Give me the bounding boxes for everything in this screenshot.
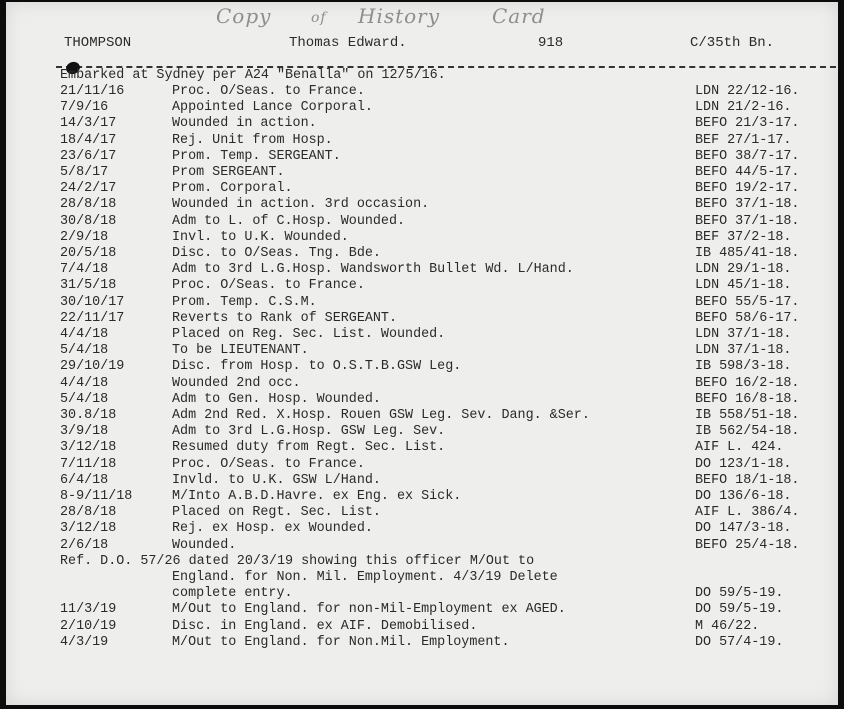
entry-date: 7/4/18 <box>60 262 109 278</box>
table-row <box>6 343 838 359</box>
entry-text: Placed on Reg. Sec. List. Wounded. <box>172 327 446 342</box>
entry-ref: BEF 37/2-18. <box>695 229 792 245</box>
table-row <box>6 133 838 149</box>
entry-ref: LDN 37/1-18. <box>695 327 792 342</box>
entry-text: Adm to 3rd L.G.Hosp. GSW Leg. Sev. <box>172 424 446 440</box>
table-row <box>6 246 838 262</box>
entry-text: Prom. Temp. C.S.M. <box>172 294 317 310</box>
entry-date: 3/9/18 <box>60 424 109 440</box>
entry-date: 30.8/18 <box>60 408 117 423</box>
entry-ref: AIF L. 386/4. <box>695 505 800 521</box>
entry-text: Placed on Regt. Sec. List. <box>172 505 381 521</box>
table-row <box>6 359 838 375</box>
annotation-of: of <box>311 10 327 26</box>
entry-ref: LDN 37/1-18. <box>695 343 792 359</box>
entry-ref: BEFO 38/7-17. <box>695 148 800 164</box>
entry-ref: DO 123/1-18. <box>695 456 792 472</box>
table-row <box>6 165 838 181</box>
table-row <box>6 278 838 294</box>
entry-ref: IB 562/54-18. <box>695 424 800 440</box>
entry-date: 30/8/18 <box>60 213 117 229</box>
entry-ref: IB 485/41-18. <box>695 246 800 261</box>
entry-text: Prom SERGEANT. <box>172 165 285 180</box>
given-names: Thomas Edward. <box>289 35 407 51</box>
note-text: complete entry. <box>172 586 293 602</box>
table-row <box>6 214 838 230</box>
entry-ref: BEF 27/1-17. <box>695 132 792 148</box>
annotation-card: Card <box>492 4 546 28</box>
unit: C/35th Bn. <box>690 35 775 51</box>
surname: THOMPSON <box>64 35 132 51</box>
table-row <box>6 311 838 327</box>
entry-text: Rej. ex Hosp. ex Wounded. <box>172 521 373 537</box>
entry-ref: AIF L. 424. <box>695 440 784 456</box>
entry-ref: M 46/22. <box>695 618 760 634</box>
annotation-copy: Copy <box>216 4 272 28</box>
entry-ref: BEFO 58/6-17. <box>695 310 800 326</box>
entry-ref: BEFO 16/2-18. <box>695 375 800 391</box>
entry-date: 2/6/18 <box>60 537 109 553</box>
entry-date: 20/5/18 <box>60 246 117 261</box>
service-number: 918 <box>538 35 564 51</box>
entry-ref: BEFO 37/1-18. <box>695 197 800 213</box>
entry-text: Rej. Unit from Hosp. <box>172 132 333 148</box>
note-text: Ref. D.O. 57/26 dated 20/3/19 showing this officer M/Out to <box>60 553 535 569</box>
entry-ref: DO 59/5-19. <box>695 602 784 618</box>
entry-date: 4/4/18 <box>60 327 109 342</box>
entry-text: To be LIEUTENANT. <box>172 343 309 359</box>
table-row <box>6 440 838 456</box>
entry-text: Proc. O/Seas. to France. <box>172 278 365 294</box>
entry-date: 23/6/17 <box>60 148 117 164</box>
entry-ref: DO 136/6-18. <box>695 489 792 504</box>
entry-text: Wounded in action. 3rd occasion. <box>172 197 430 213</box>
entry-date: 22/11/17 <box>60 310 125 326</box>
note-ref: DO 59/5-19. <box>695 586 784 602</box>
entry-date: 14/3/17 <box>60 116 117 132</box>
entry-date: 31/5/18 <box>60 278 117 294</box>
entry-date: 28/8/18 <box>60 505 117 521</box>
table-row <box>6 602 838 618</box>
entry-ref: BEFO 55/5-17. <box>695 294 800 310</box>
entry-text: Wounded 2nd occ. <box>172 375 301 391</box>
table-row <box>6 327 838 343</box>
entry-text: Adm 2nd Red. X.Hosp. Rouen GSW Leg. Sev. Dang. &Ser. <box>172 408 590 423</box>
table-row <box>6 505 838 521</box>
table-row <box>6 619 838 635</box>
entry-text: M/Out to England. for non-Mil-Employment ex AGED. <box>172 602 566 618</box>
entry-ref: BEFO 25/4-18. <box>695 537 800 553</box>
table-row <box>6 635 838 651</box>
entry-text: Invl. to U.K. Wounded. <box>172 229 349 245</box>
entry-text: Adm to 3rd L.G.Hosp. Wandsworth Bullet Wd. L/Hand. <box>172 262 574 278</box>
entry-text: Adm to Gen. Hosp. Wounded. <box>172 391 381 407</box>
table-row <box>6 230 838 246</box>
card-header <box>6 35 838 59</box>
entry-ref: LDN 22/12-16. <box>695 84 800 99</box>
history-card <box>6 2 838 705</box>
annotation-history: History <box>358 4 441 28</box>
table-row <box>6 392 838 408</box>
entry-text: Resumed duty from Regt. Sec. List. <box>172 440 446 456</box>
entry-date: 5/4/18 <box>60 391 109 407</box>
entry-ref: IB 598/3-18. <box>695 359 792 375</box>
table-row <box>6 457 838 473</box>
entry-date: 7/9/16 <box>60 100 109 116</box>
entry-date: 30/10/17 <box>60 294 125 310</box>
entry-text: Wounded in action. <box>172 116 317 132</box>
table-row <box>6 197 838 213</box>
entry-date: 18/4/17 <box>60 132 117 148</box>
entry-text: Proc. O/Seas. to France. <box>172 84 365 99</box>
handwritten-annotation <box>6 4 838 34</box>
table-row <box>6 181 838 197</box>
entry-ref: BEFO 37/1-18. <box>695 213 800 229</box>
entry-date: 8-9/11/18 <box>60 489 133 504</box>
table-row <box>6 262 838 278</box>
entry-date: 5/8/17 <box>60 165 109 180</box>
entry-date: 7/11/18 <box>60 456 117 472</box>
entry-date: 4/3/19 <box>60 634 109 650</box>
entry-date: 29/10/19 <box>60 359 125 375</box>
table-row <box>6 473 838 489</box>
entry-text: Prom. Corporal. <box>172 181 293 197</box>
note-line <box>6 554 838 570</box>
entry-ref: LDN 29/1-18. <box>695 262 792 278</box>
entry-date: 11/3/19 <box>60 602 117 618</box>
table-row <box>6 408 838 424</box>
entry-text: Reverts to Rank of SERGEANT. <box>172 310 397 326</box>
entry-date: 3/12/18 <box>60 440 117 456</box>
table-row <box>6 376 838 392</box>
entry-date: 2/9/18 <box>60 229 109 245</box>
table-row <box>6 100 838 116</box>
table-row <box>6 295 838 311</box>
entry-text: Prom. Temp. SERGEANT. <box>172 148 341 164</box>
table-row <box>6 521 838 537</box>
note-line <box>6 570 838 586</box>
entry-text: M/Out to England. for Non.Mil. Employment. <box>172 634 510 650</box>
table-row <box>6 424 838 440</box>
entry-ref: BEFO 18/1-18. <box>695 472 800 488</box>
entry-text: Adm to L. of C.Hosp. Wounded. <box>172 213 406 229</box>
entry-date: 24/2/17 <box>60 181 117 197</box>
table-row <box>6 84 838 100</box>
entry-date: 6/4/18 <box>60 472 109 488</box>
entry-text: Proc. O/Seas. to France. <box>172 456 365 472</box>
entry-date: 5/4/18 <box>60 343 109 359</box>
table-row <box>6 538 838 554</box>
table-row <box>6 149 838 165</box>
entry-ref: BEFO 19/2-17. <box>695 181 800 197</box>
entry-ref: LDN 45/1-18. <box>695 278 792 294</box>
table-row <box>6 489 838 505</box>
note-text: England. for Non. Mil. Employment. 4/3/19 Delete <box>172 570 558 585</box>
entry-text: Wounded. <box>172 537 237 553</box>
entry-ref: BEFO 16/8-18. <box>695 391 800 407</box>
entry-date: 21/11/16 <box>60 84 125 99</box>
entry-date: 3/12/18 <box>60 521 117 537</box>
table-row <box>6 116 838 132</box>
entry-ref: BEFO 21/3-17. <box>695 116 800 132</box>
note-line <box>6 586 838 602</box>
entry-ref: DO 147/3-18. <box>695 521 792 537</box>
entry-text: Disc. to O/Seas. Tng. Bde. <box>172 246 381 261</box>
entry-text: Disc. in England. ex AIF. Demobilised. <box>172 618 478 634</box>
entry-date: 4/4/18 <box>60 375 109 391</box>
entry-date: 2/10/19 <box>60 618 117 634</box>
entry-text: Invld. to U.K. GSW L/Hand. <box>172 472 381 488</box>
entry-text: M/Into A.B.D.Havre. ex Eng. ex Sick. <box>172 489 462 504</box>
entry-text: Appointed Lance Corporal. <box>172 100 373 116</box>
entry-ref: BEFO 44/5-17. <box>695 165 800 180</box>
entry-text: Disc. from Hosp. to O.S.T.B.GSW Leg. <box>172 359 462 375</box>
entry-date: 28/8/18 <box>60 197 117 213</box>
entry-ref: IB 558/51-18. <box>695 408 800 423</box>
embarked-line: Embarked at Sydney per A24 "Benalla" on 12/5/16. <box>60 68 446 83</box>
entry-ref: DO 57/4-19. <box>695 634 784 650</box>
entry-ref: LDN 21/2-16. <box>695 100 792 116</box>
